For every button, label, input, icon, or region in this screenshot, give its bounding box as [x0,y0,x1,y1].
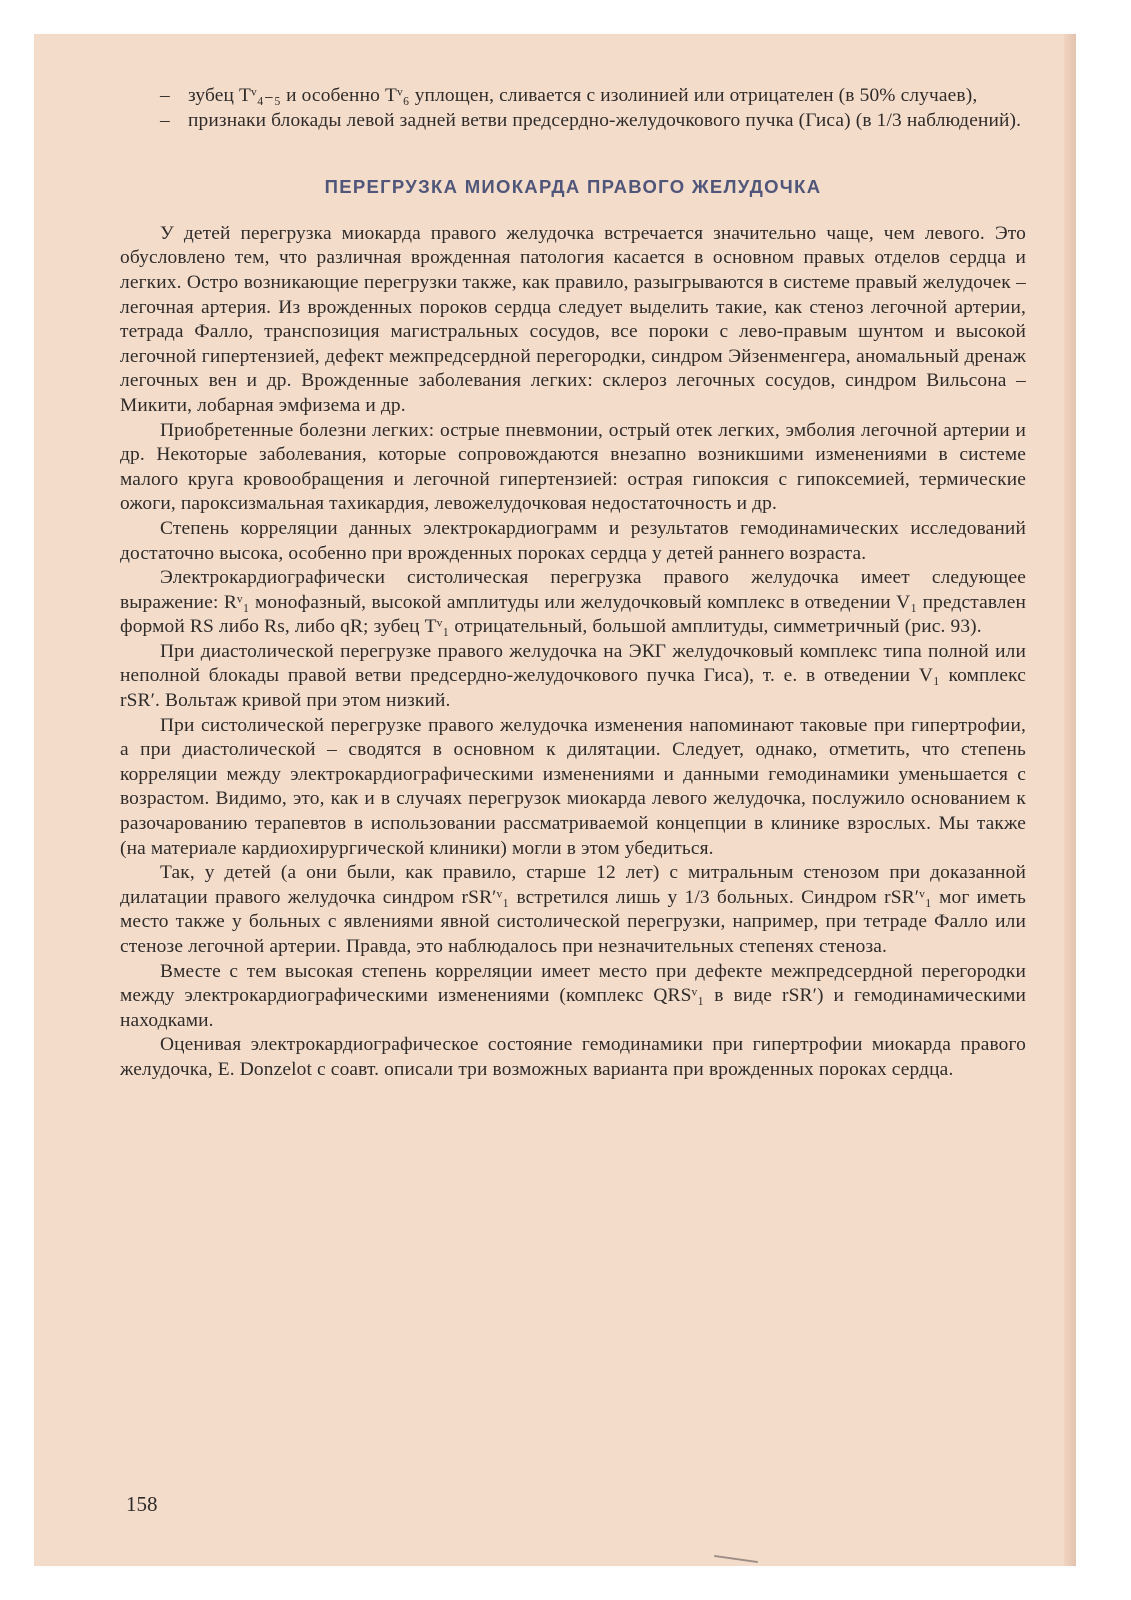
list-item-text: признаки блокады левой задней ветви предсердно-желудочкового пучка (Гиса) (в 1/3 наблюдений). [188,109,1022,131]
paragraph-9: Оценивая электрокардиографическое состояние гемодинамики при гипертрофии миокарда правого желудочка, E. Donzelot с соавт. описали три возможных варианта при врожденных пороках сердца. [120,1034,1026,1080]
list-item-text: зубец Tᵛ₄₋₅ и особенно Tᵛ₆ уплощен, сливается с изолинией или отрицателен (в 50% случаев), [188,85,978,106]
paragraph-3: Степень корреляции данных электрокардиограмм и результатов гемодинамических исследований достаточно высока, особенно при врожденных пороках сердца у детей раннего возраста. [120,517,1026,564]
scan-mark [714,1555,758,1563]
list-item [120,109,1026,134]
paragraph-7: Так, у детей (а они были, как правило, старше 12 лет) с митральным стенозом при доказанной дилатации правого желудочка синдром rSR′ᵛ₁ встретился лишь у 1/3 больных. Синдром rSR′ᵛ₁ мог иметь место также у больных с явлениями явной систолической перегрузки, например, при тетраде Фалло или стенозе легочной артерии. Правда, это наблюдалось при незначительных степенях стеноза. [120,862,1026,957]
paragraph-5: При диастолической перегрузке правого желудочка на ЭКГ желудочковый комплекс типа полной или неполной блокады правой ветви предсердно-желудочкового пучка Гиса), т. е. в отведении V₁ комплекс rSR′. Вольтаж кривой при этом низкий. [120,640,1026,712]
list-item [120,84,1026,109]
page-content [120,84,1026,1083]
paragraph-1: У детей перегрузка миокарда правого желудочка встречается значительно чаще, чем левого. Это обусловлено тем, что различная врожденная патология касается в основном правых отделов сердца и легких. Остро возникающие перегрузки также, как правило, разыгрываются в системе правый желудочек – легочная артерия. Из врожденных пороков сердца следует выделить такие, как стеноз легочной артерии, тетрада Фалло, транспозиция магистральных сосудов, все пороки с лево-правым шунтом и высокой легочной гипертензией, дефект межпредсердной перегородки, синдром Эйзенменгера, аномальный дренаж легочных вен и др. Врожденные заболевания легких: склероз легочных сосудов, синдром Вильсона – Микити, лобарная эмфизема и др. [120,222,1026,416]
paragraph-8: Вместе с тем высокая степень корреляции имеет место при дефекте межпредсердной перегородки между электрокардиографическими изменениями (комплекс QRSᵛ₁ в виде rSR′) и гемодинамическими находками. [120,960,1026,1031]
paragraph-4: Электрокардиографически систолическая перегрузка правого желудочка имеет следующее выражение: Rᵛ₁ монофазный, высокой амплитуды или желудочковый комплекс в отведении V₁ представлен формой RS либо Rs, либо qR; зубец Tᵛ₁ отрицательный, большой амплитуды, симметричный (рис. 93). [120,567,1026,638]
section-heading: ПЕРЕГРУЗКА МИОКАРДА ПРАВОГО ЖЕЛУДОЧКА [324,176,822,198]
scanned-page [34,34,1076,1566]
list-dash: – [160,85,170,106]
page-number: 158 [126,1492,158,1516]
paragraph-6: При систолической перегрузке правого желудочка изменения напоминают таковые при гипертрофии, а при диастолической – сводятся в основном к дилятации. Следует, однако, отметить, что степень корреляции между электрокардиографическими изменениями и данными гемодинамики уменьшается с возрастом. Видимо, это, как и в случаях перегрузок миокарда левого желудочка, послужило основанием к разочарованию терапевтов в использовании рассматриваемой концепции в клинике взрослых. Мы также (на материале кардиохирургической клиники) могли в этом убедиться. [120,714,1026,859]
list-dash: – [160,109,170,131]
paragraph-2: Приобретенные болезни легких: острые пневмонии, острый отек легких, эмболия легочной артерии и др. Некоторые заболевания, которые сопровождаются внезапно возникшими изменениями в системе малого круга кровообращения и легочной гипертензией: острая гипоксия с гипоксемией, термические ожоги, пароксизмальная тахикардия, левожелудочковая недостаточность и др. [120,419,1026,515]
